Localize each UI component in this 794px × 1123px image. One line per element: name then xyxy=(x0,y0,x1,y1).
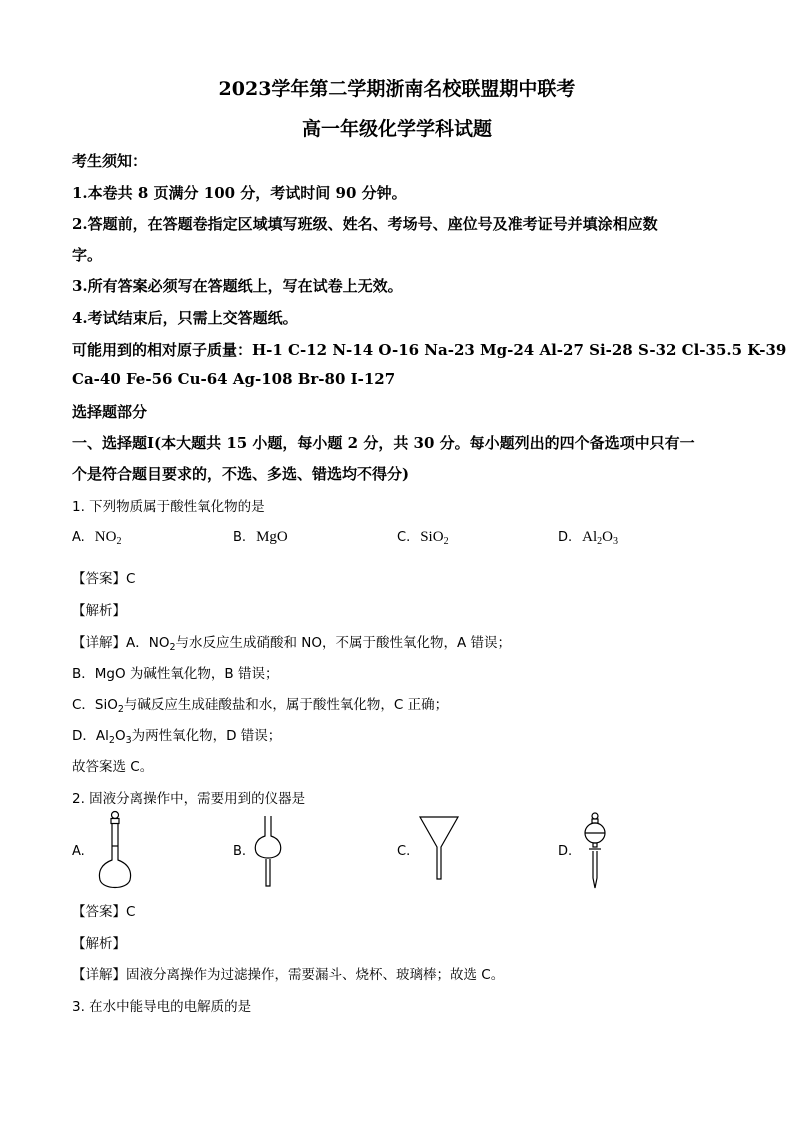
section-instruction: 个是符合题目要求的，不选、多选、错选均不得分) xyxy=(72,465,410,483)
q2-answer: 【答案】C xyxy=(72,904,136,920)
notice-item: 3.所有答案必须写在答题纸上，写在试卷上无效。 xyxy=(72,277,403,295)
q1-detail-c: C．SiO$_2$与碱反应生成硅酸盐和水，属于酸性氧化物，C 正确； xyxy=(72,697,449,715)
q1-option-c xyxy=(397,529,449,547)
q1-option-a xyxy=(72,529,121,547)
question-2-stem: 2. 固液分离操作中，需要用到的仪器是 xyxy=(72,791,306,807)
formula: MgO xyxy=(256,529,288,545)
volumetric-flask-icon xyxy=(95,810,141,892)
round-bottom-flask-icon xyxy=(253,814,289,888)
formula: $Al_2O_3$ xyxy=(582,529,618,547)
option-label: B. xyxy=(233,530,247,545)
section-instruction: 一、选择题Ⅰ(本大题共 15 小题，每小题 2 分，共 30 分。每小题列出的四个备选项中只有一 xyxy=(72,434,695,452)
option-label: C. xyxy=(397,530,411,545)
q1-conclusion: 故答案选 C。 xyxy=(72,759,154,775)
question-1-stem: 1. 下列物质属于酸性氧化物的是 xyxy=(72,499,265,515)
option-label: A. xyxy=(72,530,85,545)
exam-subtitle: 高一年级化学学科试题 xyxy=(301,118,492,140)
q1-option-b xyxy=(233,529,288,546)
question-3-stem: 3. 在水中能导电的电解质的是 xyxy=(72,999,252,1015)
notice-heading: 考生须知： xyxy=(72,152,148,170)
q2-option-label-c: C. xyxy=(397,844,411,859)
formula: SiO$_2$ xyxy=(420,529,449,547)
q1-detail-b: B．MgO 为碱性氧化物，B 错误； xyxy=(72,666,279,682)
option-label: D. xyxy=(558,530,573,545)
notice-item: 2.答题前，在答题卷指定区域填写班级、姓名、考场号、座位号及准考证号并填涂相应数 xyxy=(72,215,658,233)
atomic-mass-line: 可能用到的相对原子质量：H-1 C-12 N-14 O-16 Na-23 Mg-24 Al-27 Si-28 S-32 Cl-35.5 K-39 xyxy=(72,341,787,359)
q2-detail: 【详解】固液分离操作为过滤操作，需要漏斗、烧杯、玻璃棒；故选 C。 xyxy=(72,967,505,983)
q1-answer: 【答案】C xyxy=(72,571,136,587)
q2-option-label-a: A. xyxy=(72,844,85,859)
separatory-funnel-icon xyxy=(582,812,610,892)
atomic-mass-line: Ca-40 Fe-56 Cu-64 Ag-108 Br-80 I-127 xyxy=(72,370,396,388)
notice-item: 字。 xyxy=(72,246,103,264)
part-heading: 选择题部分 xyxy=(72,403,148,421)
notice-item: 1.本卷共 8 页满分 100 分，考试时间 90 分钟。 xyxy=(72,184,407,202)
q2-analysis: 【解析】 xyxy=(72,936,126,952)
funnel-icon xyxy=(418,815,460,881)
q1-analysis: 【解析】 xyxy=(72,603,126,619)
exam-title: 2023学年第二学期浙南名校联盟期中联考 xyxy=(218,78,576,100)
q2-option-label-d: D. xyxy=(558,844,573,859)
q1-option-d xyxy=(558,529,618,547)
notice-item: 4.考试结束后，只需上交答题纸。 xyxy=(72,309,298,327)
q1-detail-d: D．$Al_2O_3$为两性氧化物，D 错误； xyxy=(72,728,282,746)
formula: $NO_2$ xyxy=(94,529,122,547)
q1-detail-a: 【详解】A．$NO_2$与水反应生成硝酸和 NO，不属于酸性氧化物，A 错误； xyxy=(72,635,512,653)
q2-option-label-b: B. xyxy=(233,844,247,859)
